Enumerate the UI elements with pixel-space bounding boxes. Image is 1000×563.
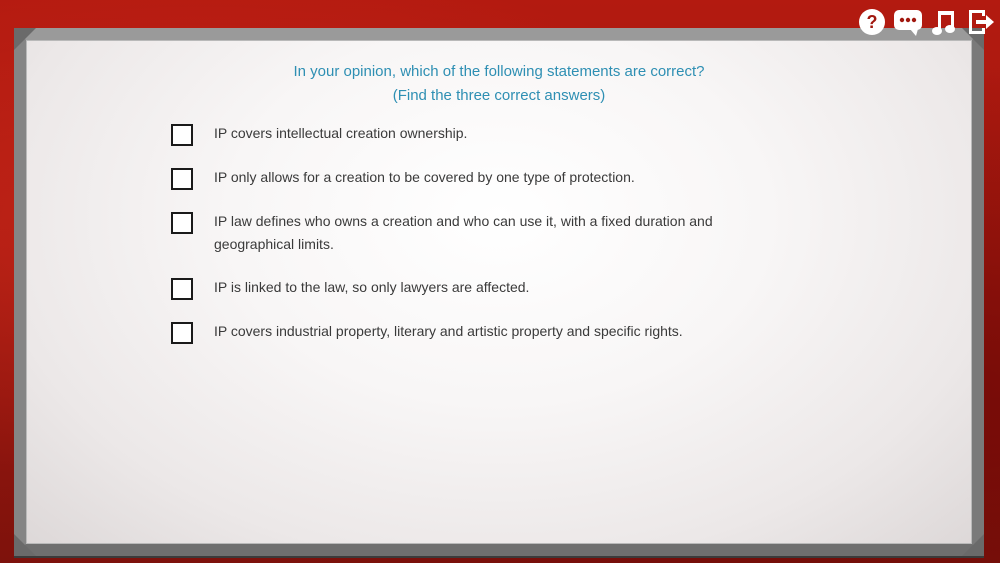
answer-label: IP is linked to the law, so only lawyers are affected. <box>214 279 530 295</box>
exit-button[interactable] <box>964 6 996 38</box>
answer-option-1[interactable] <box>171 122 771 146</box>
answer-option-4[interactable] <box>171 276 771 300</box>
top-toolbar <box>856 6 996 38</box>
answer-checkbox[interactable] <box>171 168 193 190</box>
frame-corner <box>14 534 36 556</box>
answer-label: IP covers industrial property, literary and artistic property and specific rights. <box>214 323 683 339</box>
answer-checkbox[interactable] <box>171 278 193 300</box>
answer-label: IP law defines who owns a creation and who can use it, with a fixed duration and geographical limits. <box>214 213 713 252</box>
help-button[interactable] <box>856 6 888 38</box>
answer-checkbox[interactable] <box>171 124 193 146</box>
exit-icon <box>965 7 995 37</box>
answer-label: IP covers intellectual creation ownership. <box>214 125 468 141</box>
answer-checkbox[interactable] <box>171 322 193 344</box>
answer-options <box>171 122 771 344</box>
music-button[interactable] <box>928 6 960 38</box>
question-text <box>26 60 972 108</box>
chat-button[interactable] <box>892 6 924 38</box>
answer-option-2[interactable] <box>171 166 771 190</box>
frame-corner <box>962 534 984 556</box>
help-icon <box>857 7 887 37</box>
music-icon <box>929 7 959 37</box>
chat-icon <box>892 7 924 37</box>
svg-text:?: ? <box>866 12 878 32</box>
question-line: In your opinion, which of the following statements are correct? <box>293 63 705 80</box>
answer-checkbox[interactable] <box>171 212 193 234</box>
answer-label: IP only allows for a creation to be covered by one type of protection. <box>214 169 635 185</box>
frame-corner <box>14 28 36 50</box>
question-instruction: (Find the three correct answers) <box>392 87 606 104</box>
answer-option-3[interactable] <box>171 210 771 256</box>
whiteboard <box>14 28 984 556</box>
answer-option-5[interactable] <box>171 320 771 344</box>
